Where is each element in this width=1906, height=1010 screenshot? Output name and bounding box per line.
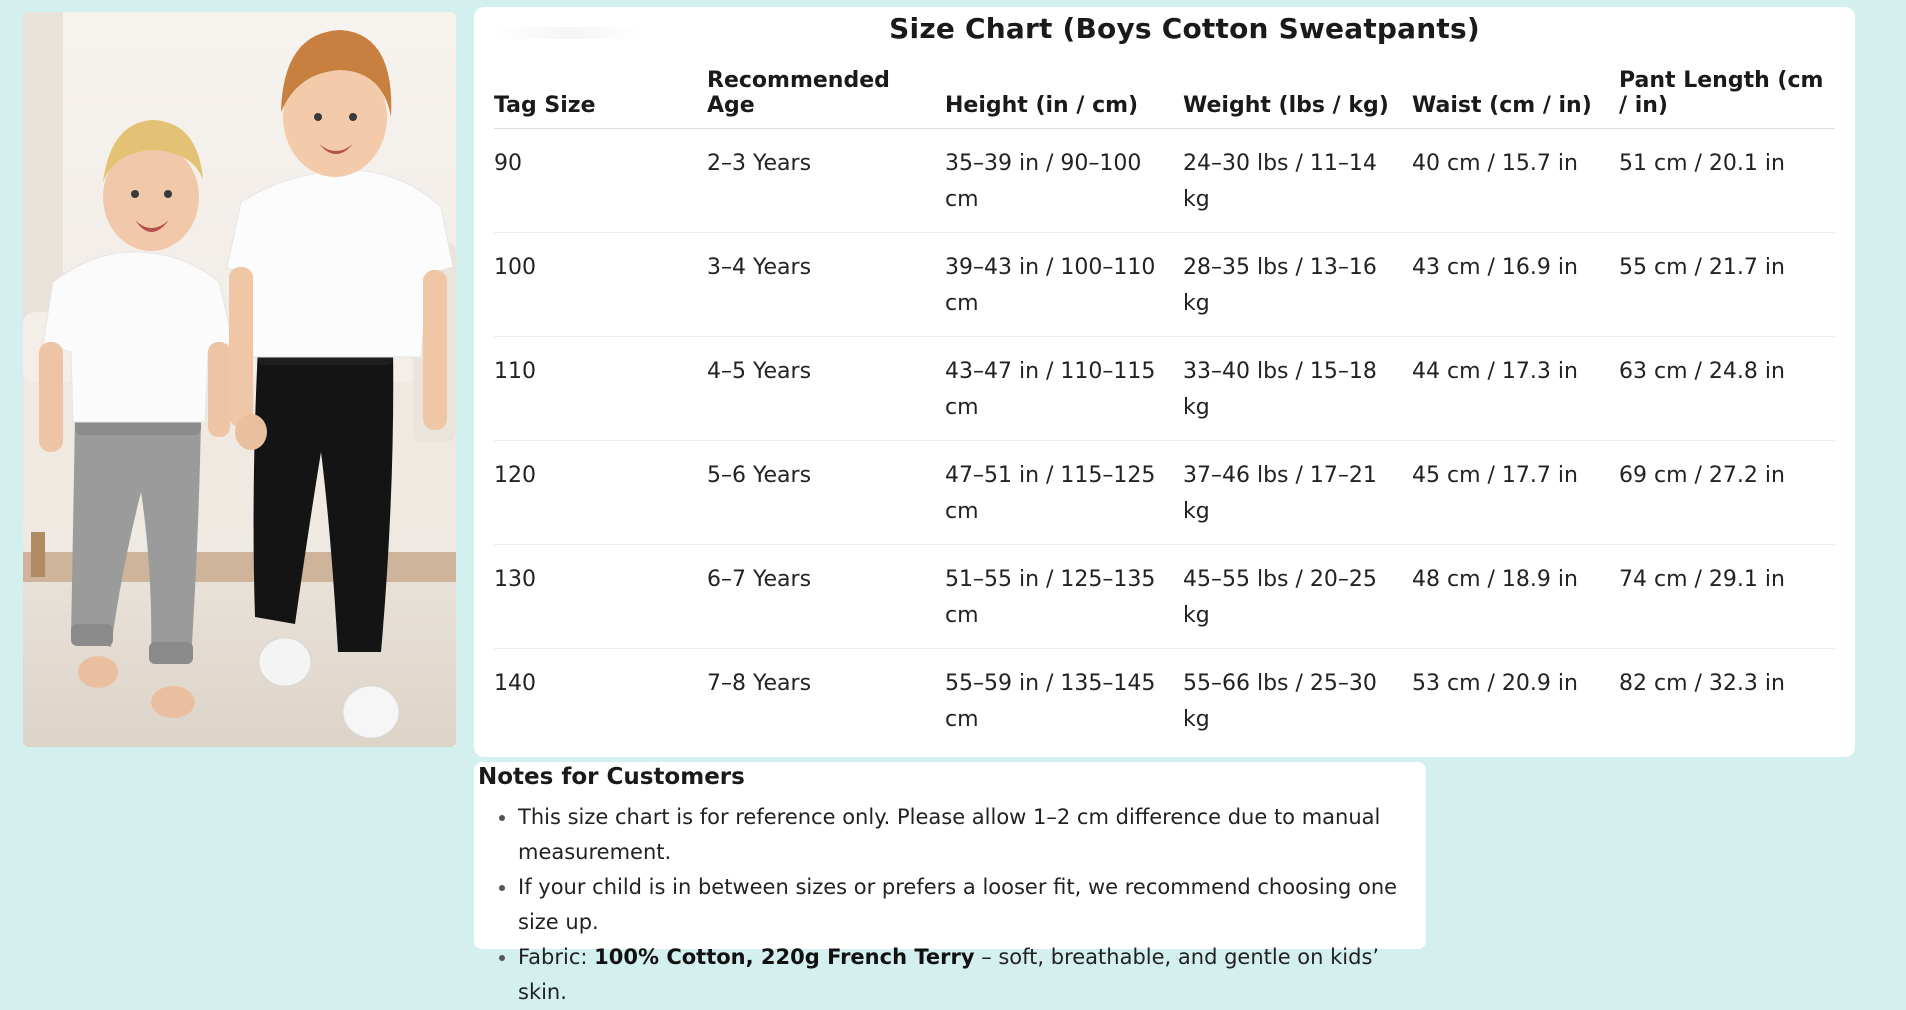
cell-pant-length: 63 cm / 24.8 in xyxy=(1619,337,1835,441)
size-chart-card xyxy=(474,7,1855,757)
cell-waist: 44 cm / 17.3 in xyxy=(1412,337,1619,441)
cell-pant-length: 51 cm / 20.1 in xyxy=(1619,129,1835,233)
cell-height: 47–51 in / 115–125 cm xyxy=(945,441,1183,545)
cell-pant-length: 74 cm / 29.1 in xyxy=(1619,545,1835,649)
cell-tag-size: 110 xyxy=(494,337,707,441)
notes-title: Notes for Customers xyxy=(478,764,745,790)
cell-tag-size: 120 xyxy=(494,441,707,545)
note-fabric-highlight: 100% Cotton, 220g French Terry xyxy=(594,945,975,969)
cell-height: 51–55 in / 125–135 cm xyxy=(945,545,1183,649)
cell-waist: 40 cm / 15.7 in xyxy=(1412,129,1619,233)
cell-age: 5–6 Years xyxy=(707,441,945,545)
notes-list xyxy=(474,800,1414,1010)
cell-age: 7–8 Years xyxy=(707,671,812,696)
cell-waist: 48 cm / 18.9 in xyxy=(1412,545,1619,649)
table-row xyxy=(494,129,1835,233)
note-item: • This size chart is for reference only. Please allow 1–2 cm difference due to manual measurement. xyxy=(518,800,1414,870)
table-row xyxy=(494,649,1835,753)
cell-pant-length: 69 cm / 27.2 in xyxy=(1619,441,1835,545)
cell-weight: 37–46 lbs / 17–21 kg xyxy=(1183,441,1412,545)
header-weight: Weight (lbs / kg) xyxy=(1183,62,1412,129)
note-item: • If your child is in between sizes or prefers a looser fit, we recommend choosing one size up. xyxy=(518,870,1414,940)
cell-weight: 28–35 lbs / 13–16 kg xyxy=(1183,233,1412,337)
cell-age: 2–3 Years xyxy=(707,129,945,233)
cell-age: 3–4 Years xyxy=(707,233,945,337)
header-height: Height (in / cm) xyxy=(945,62,1183,129)
header-waist: Waist (cm / in) xyxy=(1412,62,1619,129)
chart-title-text: Size Chart (Boys Cotton Sweatpants) xyxy=(889,12,1480,45)
cell-age: 4–5 Years xyxy=(707,337,945,441)
cell-pant-length: 82 cm / 32.3 in xyxy=(1619,671,1785,696)
table-row xyxy=(494,233,1835,337)
cell-weight: 55–66 lbs / 25–30 kg xyxy=(1183,671,1377,732)
cell-tag-size: 140 xyxy=(494,671,536,696)
cell-tag-size: 100 xyxy=(494,233,707,337)
table-header-row xyxy=(494,62,1835,129)
cell-weight: 33–40 lbs / 15–18 kg xyxy=(1183,337,1412,441)
cell-weight: 24–30 lbs / 11–14 kg xyxy=(1183,129,1412,233)
header-pant-length: Pant Length (cm / in) xyxy=(1619,62,1835,129)
note-prefix: Fabric: xyxy=(518,945,595,969)
size-table xyxy=(494,62,1835,752)
cell-pant-length: 55 cm / 21.7 in xyxy=(1619,233,1835,337)
cell-waist: 43 cm / 16.9 in xyxy=(1412,233,1619,337)
table-row xyxy=(494,545,1835,649)
table-row xyxy=(494,337,1835,441)
cell-waist: 53 cm / 20.9 in xyxy=(1412,671,1578,696)
header-recommended-age: Recommended Age xyxy=(707,62,945,129)
chart-title xyxy=(474,12,1855,45)
product-photo xyxy=(23,12,456,747)
cell-tag-size: 130 xyxy=(494,545,707,649)
cell-height: 43–47 in / 110–115 cm xyxy=(945,337,1183,441)
cell-height: 55–59 in / 135–145 cm xyxy=(945,671,1156,732)
cell-waist: 45 cm / 17.7 in xyxy=(1412,441,1619,545)
cell-age: 6–7 Years xyxy=(707,545,945,649)
cell-height: 39–43 in / 100–110 cm xyxy=(945,233,1183,337)
header-tag-size: Tag Size xyxy=(494,62,707,129)
cell-weight: 45–55 lbs / 20–25 kg xyxy=(1183,545,1412,649)
table-body xyxy=(494,129,1835,753)
cell-height: 35–39 in / 90–100 cm xyxy=(945,129,1183,233)
table-row xyxy=(494,441,1835,545)
cell-tag-size: 90 xyxy=(494,129,707,233)
notes-card xyxy=(474,762,1426,1004)
note-item xyxy=(518,940,1414,1010)
note-suffix: – soft, breathable, and gentle on kids’ skin. xyxy=(518,945,1380,1004)
